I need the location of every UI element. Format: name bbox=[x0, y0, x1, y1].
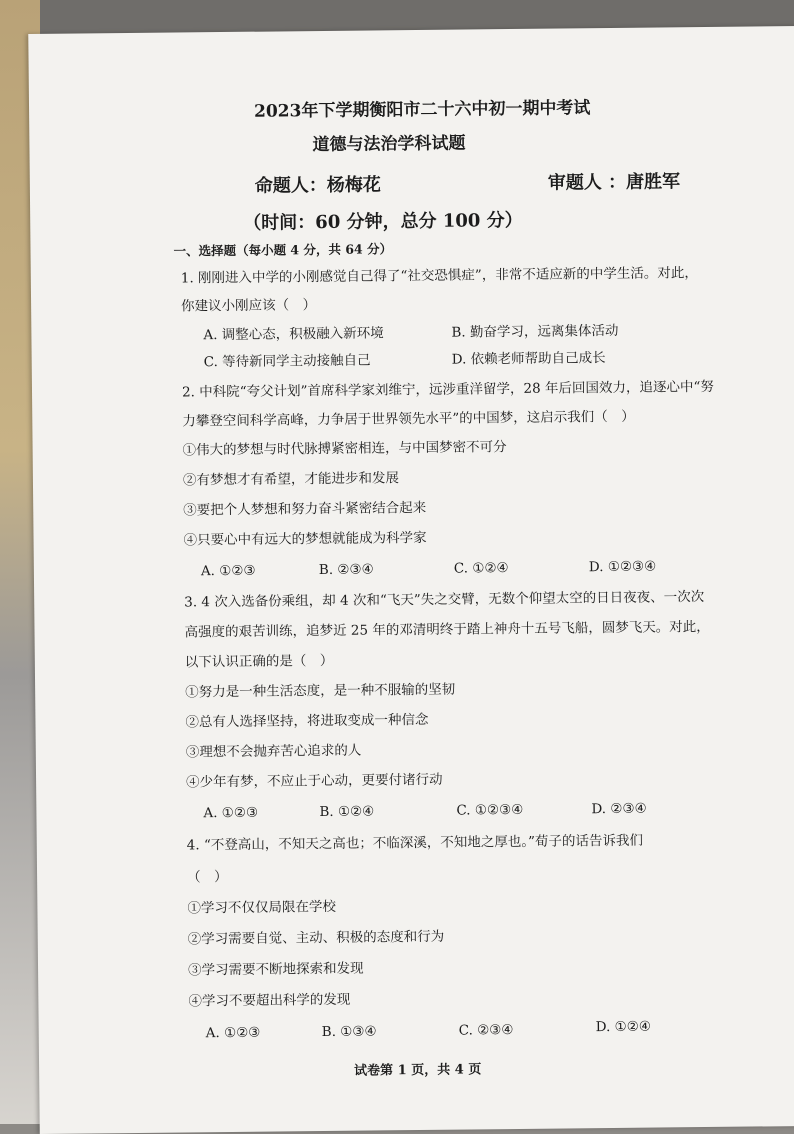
q2-statement-1: ①伟大的梦想与时代脉搏紧密相连，与中国梦密不可分 bbox=[182, 439, 507, 459]
q4-statement-4: ④学习不要超出科学的发现 bbox=[188, 991, 351, 1010]
q4-option-c: C. ②③④ bbox=[458, 1022, 514, 1039]
q4-option-a: A. ①②③ bbox=[205, 1024, 261, 1042]
q3-stem-line3: 以下认识正确的是（ ） bbox=[184, 652, 334, 671]
q3-option-d: D. ②③④ bbox=[591, 800, 647, 818]
page-footer: 试卷第 1 页，共 4 页 bbox=[354, 1062, 482, 1079]
q3-statement-2: ②总有人选择坚持，将进取变成一种信念 bbox=[185, 711, 429, 731]
q4-stem-line2: （ ） bbox=[187, 869, 228, 886]
q2-statement-4: ④只要心中有远大的梦想就能成为科学家 bbox=[183, 529, 427, 549]
setter-name: 命题人：杨梅花 bbox=[254, 174, 381, 197]
q2-option-b: B. ②③④ bbox=[318, 561, 374, 579]
exam-paper-sheet bbox=[28, 26, 794, 1134]
q3-statement-1: ①努力是一种生活态度，是一种不服输的坚韧 bbox=[185, 681, 456, 701]
q3-statement-4: ④少年有梦，不应止于心动，更要付诸行动 bbox=[186, 771, 443, 791]
q1-stem-line2: 你建议小刚应该（ ） bbox=[181, 297, 317, 315]
reviewer-name: 审题人 ：唐胜军 bbox=[547, 171, 681, 194]
q1-option-b: B. 勤奋学习，远离集体活动 bbox=[451, 322, 619, 341]
q3-statement-3: ③理想不会抛弃苦心追求的人 bbox=[185, 742, 362, 761]
q4-statement-3: ③学习需要不断地探索和发现 bbox=[187, 960, 364, 979]
q2-stem-line1: 2. 中科院“夸父计划”首席科学家刘维宁，远涉重洋留学，28 年后回国效力，追逐心中“努 bbox=[181, 378, 714, 401]
q3-option-a: A. ①②③ bbox=[203, 804, 259, 822]
q3-option-b: B. ①②④ bbox=[319, 803, 375, 821]
q4-option-d: D. ①②④ bbox=[595, 1018, 652, 1036]
q3-stem-line2: 高强度的艰苦训练，追梦近 25 年的邓清明终于踏上神舟十五号飞船，圆梦飞天。对此， bbox=[184, 618, 710, 641]
q4-option-b: B. ①③④ bbox=[321, 1023, 377, 1041]
section-heading: 一、选择题（每小题 4 分，共 64 分） bbox=[173, 241, 393, 259]
q2-option-c: C. ①②④ bbox=[453, 560, 509, 577]
q1-option-a: A. 调整心态，积极融入新环境 bbox=[203, 325, 384, 344]
q2-option-d: D. ①②③④ bbox=[588, 558, 657, 576]
q4-statement-2: ②学习需要自觉、主动、积极的态度和行为 bbox=[187, 928, 445, 948]
q1-option-c: C. 等待新同学主动接触自己 bbox=[203, 352, 371, 371]
q4-stem-line1: 4. “不登高山，不知天之高也；不临深溪，不知地之厚也。”荀子的话告诉我们 bbox=[186, 832, 644, 854]
time-and-score: （时间：60 分钟，总分 100 分） bbox=[243, 209, 523, 234]
exam-subtitle: 道德与法治学科试题 bbox=[312, 133, 466, 156]
q4-statement-1: ①学习不仅仅局限在学校 bbox=[187, 898, 337, 917]
q3-option-c: C. ①②③④ bbox=[456, 801, 524, 819]
q2-option-a: A. ①②③ bbox=[200, 562, 256, 580]
exam-title: 2023年下学期衡阳市二十六中初一期中考试 bbox=[253, 98, 591, 122]
q3-stem-line1: 3. 4 次入选备份乘组，却 4 次和“飞天”失之交臂，无数个仰望太空的日日夜夜、一次次 bbox=[184, 589, 705, 611]
q2-statement-3: ③要把个人梦想和努力奋斗紧密结合起来 bbox=[183, 499, 427, 519]
q2-statement-2: ②有梦想才有希望，才能进步和发展 bbox=[182, 470, 400, 489]
q1-stem-line1: 1. 刚刚进入中学的小刚感觉自己得了“社交恐惧症”，非常不适应新的中学生活。对此， bbox=[180, 265, 698, 287]
q1-option-d: D. 依赖老师帮助自己成长 bbox=[451, 350, 606, 368]
q2-stem-line2: 力攀登空间科学高峰，力争居于世界领先水平”的中国梦，这启示我们（ ） bbox=[182, 408, 635, 430]
